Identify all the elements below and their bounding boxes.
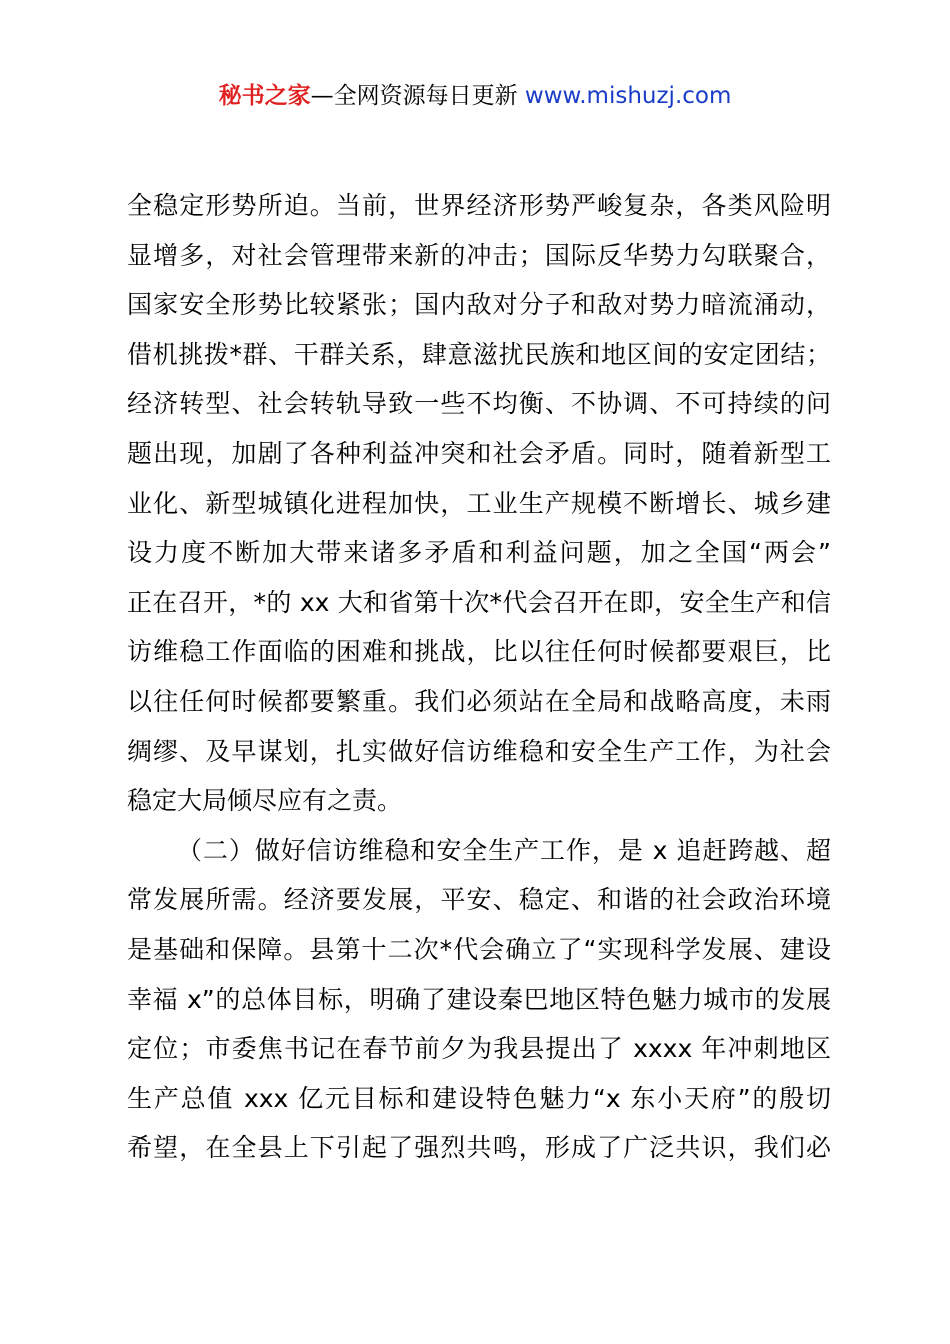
text-line: 希望，在全县上下引起了强烈共鸣，形成了广泛共识，我们必	[127, 1133, 831, 1163]
text-line: 生产总值 xxx 亿元目标和建设特色魅力“x 东小天府”的殷切	[127, 1083, 831, 1113]
text-line: 经济转型、社会转轨导致一些不均衡、不协调、不可持续的问	[127, 389, 831, 419]
text-line: 题出现，加剧了各种利益冲突和社会矛盾。同时，随着新型工	[127, 438, 831, 468]
site-brand: 秘书之家	[218, 83, 311, 109]
text-line: 国家安全形势比较紧张；国内敌对分子和敌对势力暗流涌动，	[127, 290, 831, 320]
text-line: 绸缪、及早谋划，扎实做好信访维稳和安全生产工作，为社会	[127, 736, 831, 766]
text-line: （二）做好信访维稳和安全生产工作，是 x 追赶跨越、超	[177, 835, 831, 865]
paragraph-1	[127, 181, 831, 826]
text-line: 稳定大局倾尽应有之责。	[127, 786, 403, 816]
text-line: 设力度不断加大带来诸多矛盾和利益问题，加之全国“两会”	[127, 538, 831, 568]
text-line: 借机挑拨*群、干群关系，肆意滋扰民族和地区间的安定团结；	[127, 339, 831, 369]
text-line: 常发展所需。经济要发展，平安、稳定、和谐的社会政治环境	[127, 885, 831, 915]
text-line: 幸福 x”的总体目标，明确了建设秦巴地区特色魅力城市的发展	[127, 984, 831, 1014]
site-url-link[interactable]: www.mishuzj.com	[524, 83, 732, 109]
text-line: 是基础和保障。县第十二次*代会确立了“实现科学发展、建设	[127, 934, 831, 964]
text-line: 显增多，对社会管理带来新的冲击；国际反华势力勾联聚合，	[127, 240, 831, 270]
paragraph-2	[127, 826, 831, 1173]
site-slogan: —全网资源每日更新	[310, 83, 525, 109]
document-body	[127, 181, 831, 1173]
text-line: 全稳定形势所迫。当前，世界经济形势严峻复杂，各类风险明	[127, 191, 831, 220]
text-line: 访维稳工作面临的困难和挑战，比以往任何时候都要艰巨，比	[127, 637, 831, 667]
text-line: 定位；市委焦书记在春节前夕为我县提出了 xxxx 年冲刺地区	[127, 1034, 831, 1064]
site-header	[0, 80, 950, 112]
text-line: 以往任何时候都要繁重。我们必须站在全局和战略高度，未雨	[127, 686, 831, 716]
text-line: 正在召开，*的 xx 大和省第十次*代会召开在即，安全生产和信	[127, 587, 831, 617]
text-line: 业化、新型城镇化进程加快，工业生产规模不断增长、城乡建	[127, 488, 831, 518]
